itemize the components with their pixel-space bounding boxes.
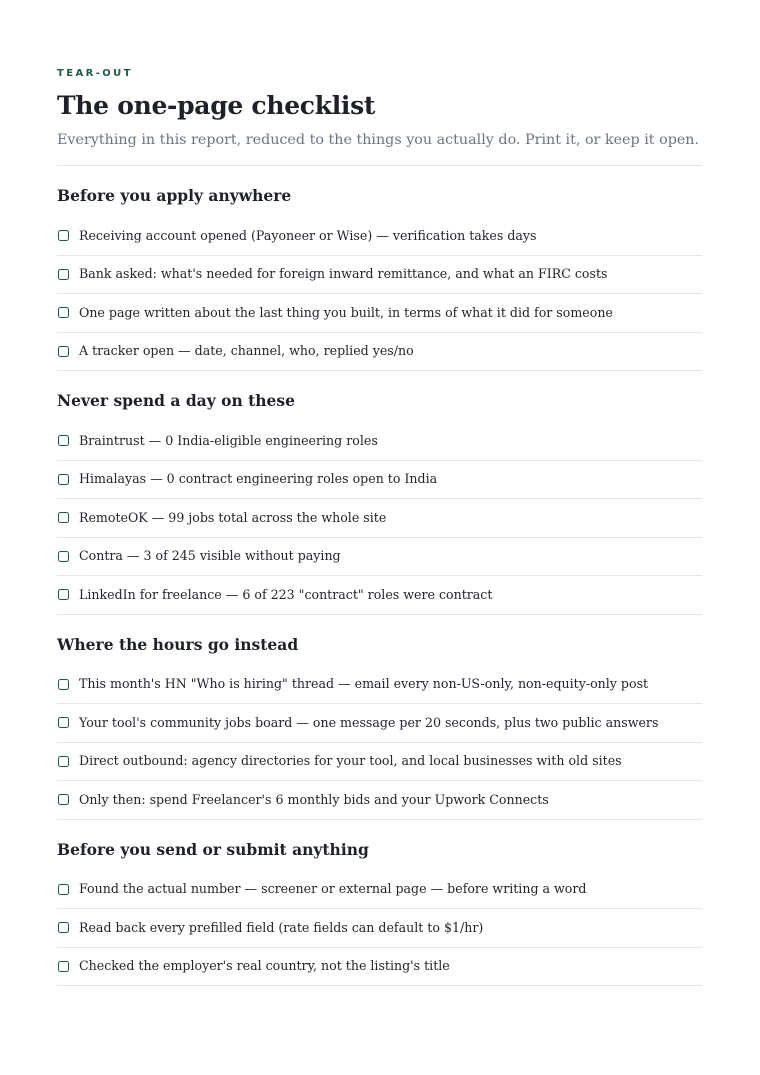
checklist-item-label: LinkedIn for freelance — 6 of 223 "contract" roles were contract [79, 586, 493, 602]
checklist-item-label: Checked the employer's real country, not the listing's title [79, 958, 450, 974]
checkbox-icon[interactable] [58, 794, 69, 805]
checklist-item[interactable] [57, 704, 702, 743]
checklist-item[interactable] [57, 666, 702, 705]
checklist-item-label: This month's HN "Who is hiring" thread — email every non-US-only, non-equity-only post [79, 676, 649, 692]
page-title: The one-page checklist [57, 91, 376, 120]
checklist-item-label: Braintrust — 0 India-eligible engineering roles [79, 432, 378, 448]
checklist [57, 217, 702, 371]
checklist-item-label: Himalayas — 0 contract engineering roles open to India [79, 471, 438, 487]
checklist [57, 666, 702, 820]
checklist-item[interactable] [57, 743, 702, 782]
checkbox-icon[interactable] [58, 922, 69, 933]
checklist-item-label: Read back every prefilled field (rate fields can default to $1/hr) [79, 919, 484, 935]
checklist-item[interactable] [57, 256, 702, 295]
checkbox-icon[interactable] [58, 756, 69, 767]
checklist-item-label: A tracker open — date, channel, who, replied yes/no [79, 343, 414, 359]
checkbox-icon[interactable] [58, 346, 69, 357]
checklist-item-label: Bank asked: what's needed for foreign inward remittance, and what an FIRC costs [79, 266, 608, 282]
checklist-item[interactable] [57, 499, 702, 538]
checklist [57, 871, 702, 987]
checklist-item[interactable] [57, 781, 702, 820]
checkbox-icon[interactable] [58, 474, 69, 485]
section-before-apply [57, 166, 702, 371]
checklist-item[interactable] [57, 333, 702, 372]
section-heading: Before you send or submit anything [57, 839, 369, 859]
checklist-item-label: One page written about the last thing you built, in terms of what it did for someone [79, 304, 613, 320]
checklist-item[interactable] [57, 217, 702, 256]
section-never-spend [57, 371, 702, 615]
checklist [57, 422, 702, 615]
checkbox-icon[interactable] [58, 679, 69, 690]
checkbox-icon[interactable] [58, 230, 69, 241]
checkbox-icon[interactable] [58, 589, 69, 600]
checkbox-icon[interactable] [58, 435, 69, 446]
checklist-sections [57, 166, 702, 986]
checklist-item-label: Receiving account opened (Payoneer or Wise) — verification takes days [79, 227, 537, 243]
section-heading: Before you apply anywhere [57, 186, 292, 205]
checkbox-icon[interactable] [58, 307, 69, 318]
checklist-item-label: Contra — 3 of 245 visible without paying [79, 548, 341, 564]
checklist-item-label: RemoteOK — 99 jobs total across the whole site [79, 509, 387, 525]
checklist-item-label: Your tool's community jobs board — one message per 20 seconds, plus two public answers [79, 714, 659, 730]
checkbox-icon[interactable] [58, 961, 69, 972]
checklist-item[interactable] [57, 294, 702, 333]
section-heading: Never spend a day on these [57, 391, 295, 410]
checkbox-icon[interactable] [58, 269, 69, 280]
page-subtitle: Everything in this report, reduced to the things you actually do. Print it, or keep it open. [57, 132, 700, 148]
checklist-item[interactable] [57, 538, 702, 577]
checklist-item[interactable] [57, 422, 702, 461]
checklist-item-label: Found the actual number — screener or external page — before writing a word [79, 881, 587, 897]
section-where-hours-go [57, 615, 702, 820]
checklist-item[interactable] [57, 948, 702, 987]
checkbox-icon[interactable] [58, 717, 69, 728]
checklist-item[interactable] [57, 461, 702, 500]
checkbox-icon[interactable] [58, 884, 69, 895]
checklist-item[interactable] [57, 909, 702, 948]
section-before-send [57, 820, 702, 987]
checklist-item-label: Direct outbound: agency directories for your tool, and local businesses with old sites [79, 753, 622, 769]
section-heading: Where the hours go instead [57, 634, 299, 654]
checklist-item[interactable] [57, 871, 702, 910]
checklist-item[interactable] [57, 576, 702, 615]
checklist-item-label: Only then: spend Freelancer's 6 monthly bids and your Upwork Connects [79, 791, 549, 807]
eyebrow-label: TEAR-OUT [57, 68, 133, 79]
checkbox-icon[interactable] [58, 512, 69, 523]
checkbox-icon[interactable] [58, 551, 69, 562]
